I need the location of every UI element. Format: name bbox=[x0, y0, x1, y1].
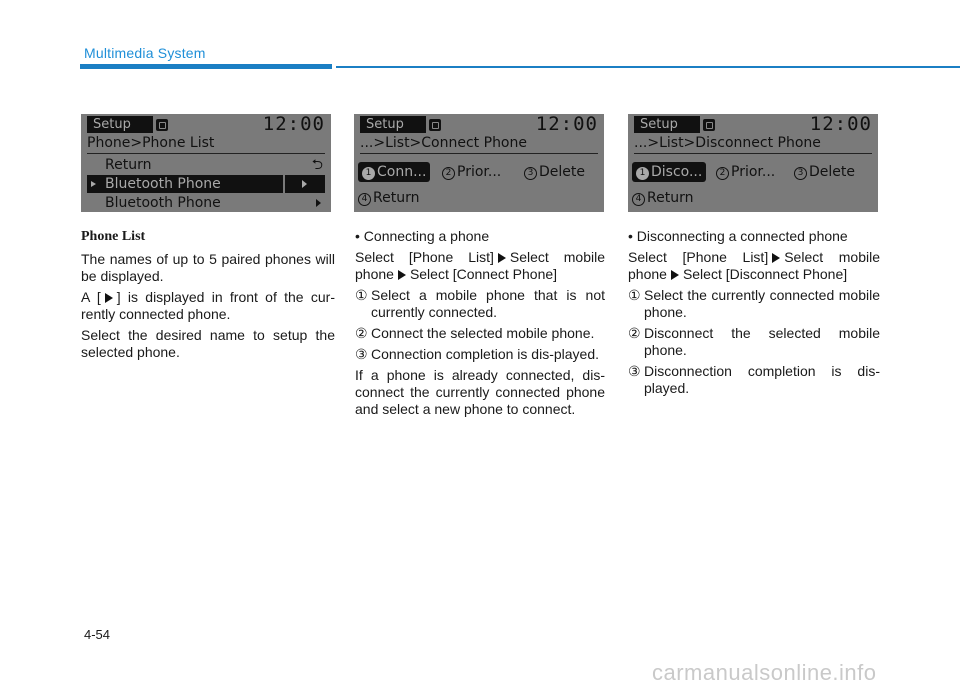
bullet-item: • Connecting a phone bbox=[355, 228, 490, 244]
watermark: carmanualsonline.info bbox=[652, 660, 877, 685]
play-triangle-icon bbox=[498, 253, 506, 263]
column-disconnect bbox=[628, 228, 880, 401]
disconnect-phone-screen bbox=[628, 114, 878, 212]
list-row-phone bbox=[87, 194, 325, 212]
page-number: 4-54 bbox=[84, 627, 111, 642]
option-label: Prior... bbox=[731, 164, 776, 180]
option-number: 2 bbox=[716, 167, 729, 180]
section-heading: Phone List bbox=[81, 229, 146, 244]
step-number: ③ bbox=[355, 346, 368, 362]
option-number: 4 bbox=[358, 193, 371, 206]
paragraph: The names of up to 5 paired phones will be displayed. bbox=[81, 251, 335, 284]
step-text: Disconnection completion is dis-played. bbox=[644, 363, 880, 396]
option-number: 3 bbox=[794, 167, 807, 180]
menu-path bbox=[355, 249, 605, 283]
step-text: Disconnect the selected mobile phone. bbox=[644, 325, 880, 358]
option-label: Conn... bbox=[377, 164, 427, 180]
column-connect bbox=[355, 228, 605, 422]
connect-phone-screen bbox=[354, 114, 604, 212]
text: Select mobile phone bbox=[628, 249, 880, 282]
option-number: 4 bbox=[632, 193, 645, 206]
option-number: 2 bbox=[442, 167, 455, 180]
screen-path: ...>List>Connect Phone bbox=[360, 135, 527, 151]
step-item bbox=[355, 325, 605, 342]
step-number: ③ bbox=[628, 363, 641, 379]
option-delete bbox=[794, 162, 855, 182]
list-row-action bbox=[285, 175, 325, 193]
step-text: Select the currently connected mobile phone. bbox=[644, 287, 880, 320]
header-rule-thick bbox=[80, 64, 332, 69]
step-text: Connection completion is dis-played. bbox=[371, 346, 600, 362]
option-number: 1 bbox=[636, 167, 649, 180]
option-label: Disco... bbox=[651, 164, 703, 180]
clock: 12:00 bbox=[535, 114, 598, 135]
screen-path: ...>List>Disconnect Phone bbox=[634, 135, 821, 151]
option-label: Delete bbox=[809, 164, 855, 180]
paragraph: If a phone is already connected, dis-connect the currently connected phone and select a new phone to connect. bbox=[355, 367, 605, 417]
play-triangle-icon bbox=[398, 270, 406, 280]
option-return bbox=[358, 188, 419, 208]
setup-tab-icon bbox=[156, 119, 168, 131]
setup-tab: Setup bbox=[360, 116, 426, 133]
list-row-label: Return bbox=[105, 157, 152, 173]
text: Select [Phone List] bbox=[628, 249, 769, 265]
back-arrow-icon: ⮌ bbox=[311, 157, 323, 173]
option-return bbox=[632, 188, 693, 208]
option-priority bbox=[716, 162, 775, 182]
option-number: 3 bbox=[524, 167, 537, 180]
step-item bbox=[628, 363, 880, 397]
step-number: ② bbox=[628, 325, 641, 341]
phone-list-screen bbox=[81, 114, 331, 212]
step-text: Select a mobile phone that is not currently connected. bbox=[371, 287, 605, 320]
option-label: Return bbox=[647, 190, 694, 206]
step-item bbox=[355, 287, 605, 321]
option-label: Return bbox=[373, 190, 420, 206]
text: Select [Disconnect Phone] bbox=[682, 266, 848, 282]
option-disconnect bbox=[632, 162, 706, 182]
play-triangle-icon bbox=[772, 253, 780, 263]
clock: 12:00 bbox=[809, 114, 872, 135]
chevron-right-icon bbox=[285, 175, 325, 193]
paragraph: Select the desired name to setup the selected phone. bbox=[81, 327, 335, 360]
column-phone-list bbox=[81, 228, 335, 365]
step-number: ② bbox=[355, 325, 368, 341]
menu-path bbox=[628, 249, 880, 283]
screen-path: Phone>Phone List bbox=[87, 135, 215, 151]
text: Select [Phone List] bbox=[355, 249, 494, 265]
option-label: Prior... bbox=[457, 164, 502, 180]
option-delete bbox=[524, 162, 585, 182]
selected-marker-icon bbox=[91, 181, 96, 187]
list-row-phone-selected bbox=[87, 175, 283, 193]
section-title: Multimedia System bbox=[84, 45, 206, 61]
setup-tab: Setup bbox=[634, 116, 700, 133]
text: Select [Connect Phone] bbox=[409, 266, 558, 282]
step-item bbox=[628, 325, 880, 359]
step-number: ① bbox=[628, 287, 641, 303]
setup-tab-icon bbox=[429, 119, 441, 131]
step-number: ① bbox=[355, 287, 368, 303]
list-row-label: Bluetooth Phone bbox=[105, 176, 221, 192]
screen-divider bbox=[360, 153, 598, 154]
setup-tab-icon bbox=[703, 119, 715, 131]
step-item bbox=[628, 287, 880, 321]
list-row-return bbox=[87, 156, 325, 174]
paragraph bbox=[81, 289, 335, 323]
screen-divider bbox=[634, 153, 872, 154]
screen-divider bbox=[87, 153, 325, 154]
text: Select mobile phone bbox=[355, 249, 605, 282]
clock: 12:00 bbox=[262, 114, 325, 135]
bullet-item: • Disconnecting a connected phone bbox=[628, 228, 848, 244]
play-triangle-icon bbox=[671, 270, 679, 280]
option-priority bbox=[442, 162, 501, 182]
header-rule-thin bbox=[336, 66, 960, 68]
play-triangle-icon bbox=[105, 293, 113, 303]
setup-tab: Setup bbox=[87, 116, 153, 133]
option-connect bbox=[358, 162, 430, 182]
option-label: Delete bbox=[539, 164, 585, 180]
step-item bbox=[355, 346, 605, 363]
option-number: 1 bbox=[362, 167, 375, 180]
step-text: Connect the selected mobile phone. bbox=[371, 325, 595, 341]
list-row-label: Bluetooth Phone bbox=[105, 195, 221, 211]
text: A [ bbox=[81, 289, 101, 305]
text: ] is displayed in front of the cur-rently connected phone. bbox=[81, 289, 335, 322]
chevron-right-icon bbox=[316, 199, 321, 207]
